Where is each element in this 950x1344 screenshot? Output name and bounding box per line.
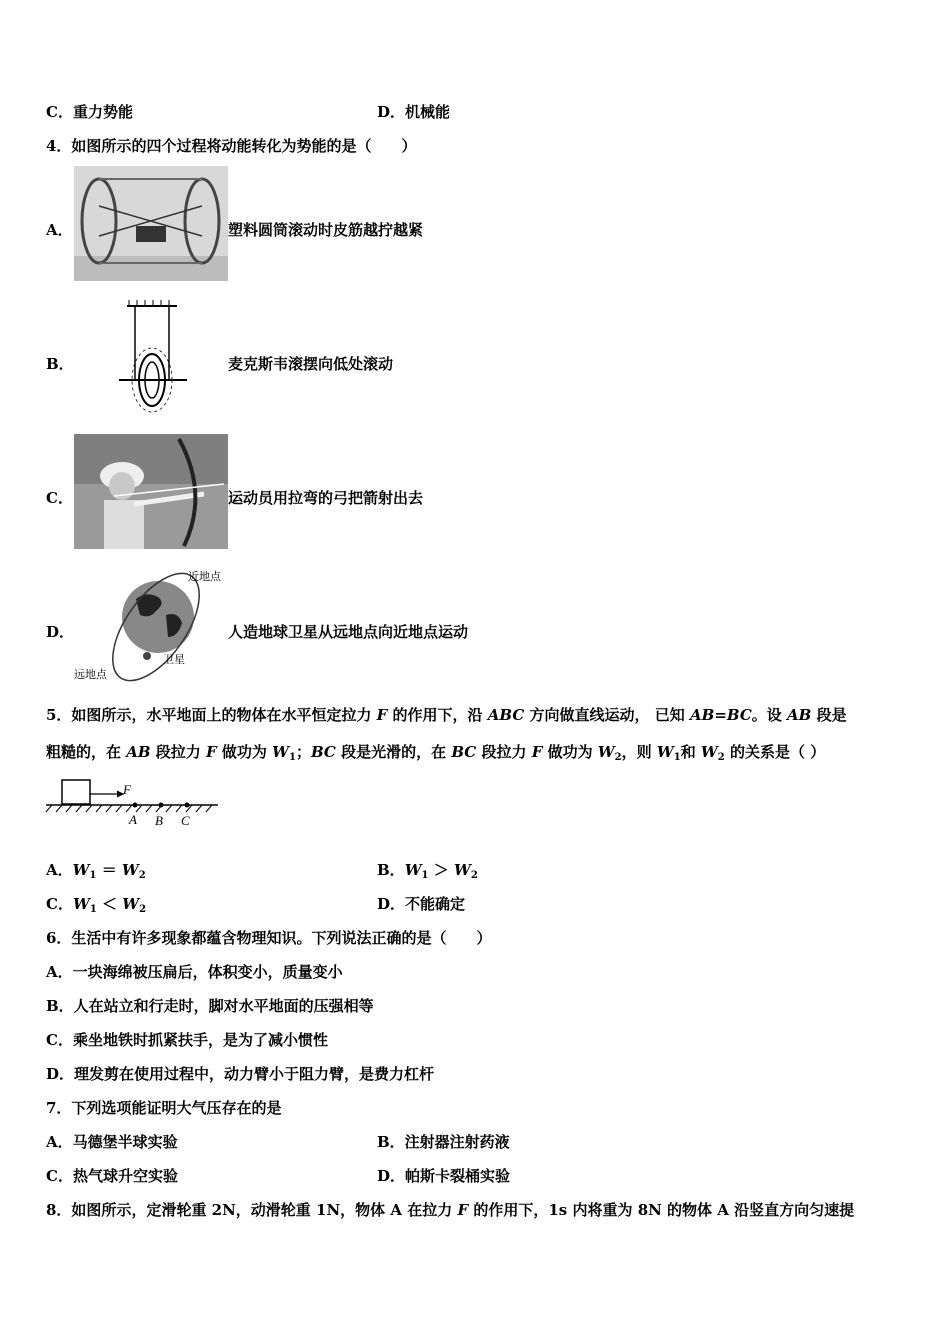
q4-option-c-text: 运动员用拉弯的弓把箭射出去	[228, 489, 424, 507]
q4-option-a-text: 塑料圆筒滚动时皮筋越拧越紧	[228, 221, 424, 239]
q5-stem-line2: 粗糙的，在 AB 段拉力 F 做功为 $W_1$；BC 段是光滑的，在 BC 段拉力 F 做功为 $W_2$，则 $W_1$和 $W_2$ 的关系是（ ）	[46, 743, 826, 763]
q5-option-d: D．不能确定	[377, 895, 466, 913]
q7-option-b: B．注射器注射药液	[377, 1133, 510, 1151]
satellite-orbit-figure	[70, 565, 230, 685]
maxwell-pendulum-figure	[115, 300, 195, 415]
block-on-ground-figure	[44, 776, 224, 832]
fig-d-far-label: 远地点	[74, 668, 107, 681]
q5-option-b: B．$W_1 > W_2$	[377, 861, 478, 881]
q6-stem: 6．生活中有许多现象都蕴含物理知识。下列说法正确的是（ ）	[46, 929, 492, 947]
q8-stem: 8．如图所示，定滑轮重 2N，动滑轮重 1N，物体 A 在拉力 F 的作用下，1s 内将重为 8N 的物体 A 沿竖直方向匀速提	[46, 1201, 855, 1219]
q4-option-d-label: D．	[46, 623, 75, 641]
fig-force-label: F	[123, 782, 131, 797]
fig-label-b: B	[155, 813, 163, 828]
q7-option-d: D．帕斯卡裂桶实验	[377, 1167, 511, 1185]
q3-option-d: D．机械能	[377, 103, 451, 121]
q7-stem: 7．下列选项能证明大气压存在的是	[46, 1099, 282, 1117]
point-c	[185, 803, 190, 808]
fig-label-a: A	[129, 812, 137, 827]
q6-option-c: C．乘坐地铁时抓紧扶手，是为了减小惯性	[46, 1031, 328, 1049]
q3-option-c: C．重力势能	[46, 103, 133, 121]
q4-option-b-label: B．	[46, 355, 74, 373]
fig-d-satellite-label: 卫星	[163, 653, 185, 666]
satellite-icon	[143, 652, 151, 660]
point-a	[133, 803, 138, 808]
archer-photo-figure	[74, 434, 228, 549]
fig-label-c: C	[181, 813, 190, 828]
q7-option-c: C．热气球升空实验	[46, 1167, 178, 1185]
q4-option-a-label: A．	[46, 221, 73, 239]
q4-stem: 4．如图所示的四个过程将动能转化为势能的是（ ）	[46, 137, 417, 155]
q5-option-c: C．$W_1 < W_2$	[46, 895, 147, 915]
point-b	[159, 803, 164, 808]
fig-d-near-label: 近地点	[188, 570, 221, 583]
q5-stem-line1: 5．如图所示，水平地面上的物体在水平恒定拉力 F 的作用下，沿 ABC 方向做直线运动， 已知 AB=BC。设 AB 段是	[46, 706, 847, 724]
q4-option-c-label: C．	[46, 489, 73, 507]
q6-option-d: D．理发剪在使用过程中，动力臂小于阻力臂，是费力杠杆	[46, 1065, 435, 1083]
q6-option-b: B．人在站立和行走时，脚对水平地面的压强相等	[46, 997, 374, 1015]
q4-option-d-text: 人造地球卫星从远地点向近地点运动	[228, 623, 469, 641]
q6-option-a: A．一块海绵被压扁后，体积变小，质量变小	[46, 963, 343, 981]
q5-option-a: A．$W_1 = W_2$	[46, 861, 146, 881]
q4-option-b-text: 麦克斯韦滚摆向低处滚动	[228, 355, 394, 373]
plastic-cylinder-figure	[74, 166, 228, 281]
q7-option-a: A．马德堡半球实验	[46, 1133, 178, 1151]
